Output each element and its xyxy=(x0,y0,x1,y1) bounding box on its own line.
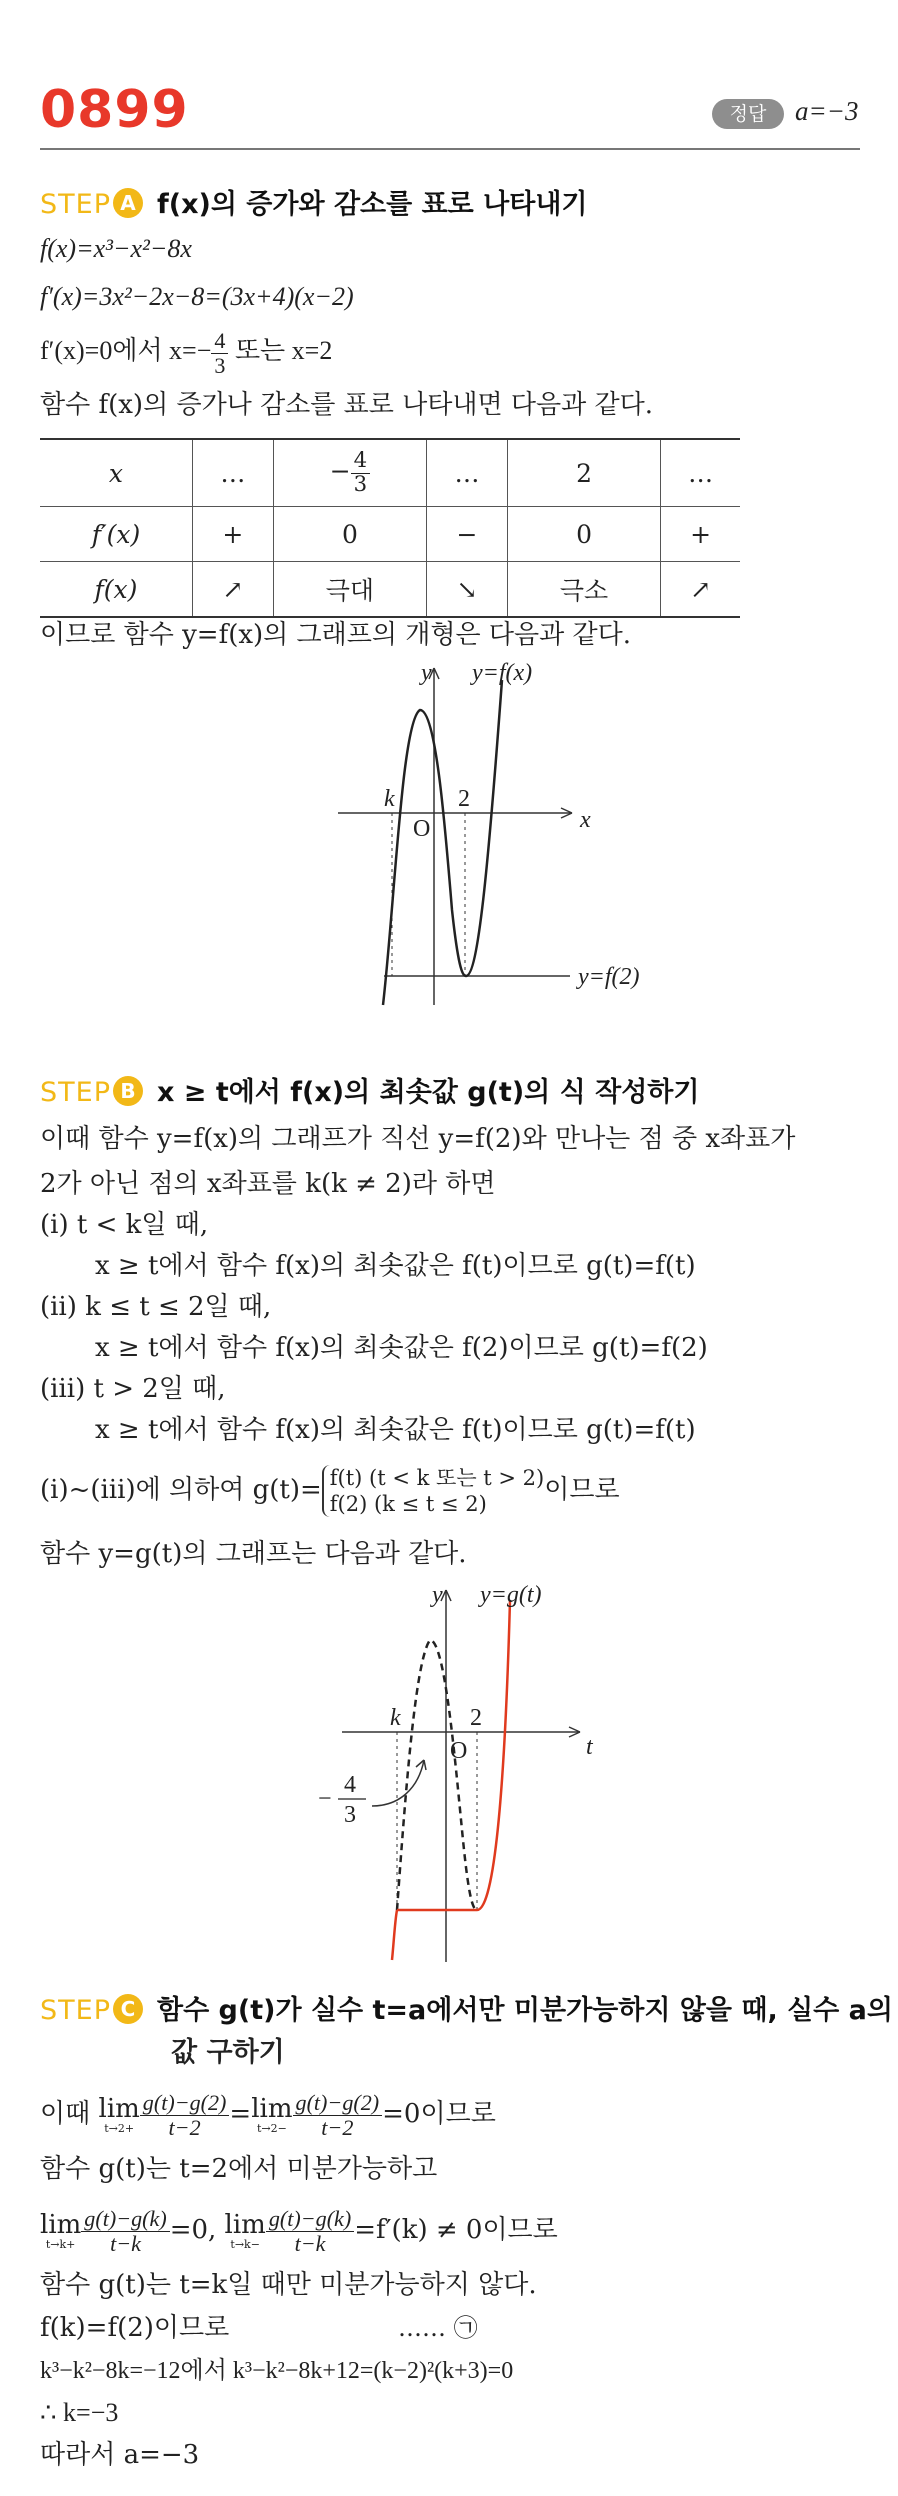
summary-pre: (ⅰ)~(ⅲ)에 의하여 g(t)= xyxy=(40,1475,322,1505)
table-row xyxy=(40,439,740,507)
table-cell: + xyxy=(192,507,273,562)
frac-den: t−2 xyxy=(168,2114,201,2140)
annotation-den: 3 xyxy=(344,1802,356,1828)
step-letter: B xyxy=(113,1076,143,1106)
critical-post: 또는 x=2 xyxy=(228,336,333,365)
lim-word: lim xyxy=(98,2093,140,2124)
table-cell: f′(x) xyxy=(40,507,192,562)
graph-f xyxy=(0,650,898,1030)
step-title-cont: 값 구하기 xyxy=(171,2037,285,2068)
lim1-post: =0이므로 xyxy=(382,2099,496,2129)
lim-sub: t→2− xyxy=(256,2121,287,2135)
table-row xyxy=(40,562,740,618)
table-cell: x xyxy=(40,439,192,507)
lim-fraction xyxy=(140,2091,230,2138)
curve-label: y=f(x) xyxy=(472,660,533,686)
table-cell: 0 xyxy=(273,507,426,562)
step-b-line2: 2가 아닌 점의 x좌표를 k(k ≠ 2)라 하면 xyxy=(40,1169,496,1199)
table-cell: 극소 xyxy=(507,562,660,618)
frac-den: t−k xyxy=(110,2230,141,2256)
table-cell: 0 xyxy=(507,507,660,562)
step-label: STEP xyxy=(40,189,111,220)
curve-label: y=g(t) xyxy=(480,1582,542,1608)
t-axis-label: t xyxy=(586,1734,593,1760)
step-c-line2: 함수 g(t)는 t=2에서 미분가능하고 xyxy=(40,2154,438,2184)
lim2-mid: =0, xyxy=(169,2215,225,2245)
limit-at-2 xyxy=(40,2082,496,2146)
lim2-post: =f′(k) ≠ 0이므로 xyxy=(354,2215,558,2245)
table-cell: 2 xyxy=(507,439,660,507)
table-cell: … xyxy=(192,439,273,507)
frac-num: g(t)−g(k) xyxy=(81,2207,169,2231)
lim-word: lim xyxy=(251,2093,293,2124)
piecewise-summary xyxy=(40,1460,620,1520)
critical-pre: f′(x)=0에서 x=− xyxy=(40,336,212,365)
lim-operator xyxy=(40,2209,82,2251)
annotation-num: 4 xyxy=(344,1772,356,1798)
k-label: k xyxy=(384,786,395,812)
frac-den: 3 xyxy=(214,352,226,378)
lim-fraction xyxy=(293,2091,383,2138)
case1-head: (ⅰ) t < k일 때, xyxy=(40,1210,209,1240)
frac-num: g(t)−g(2) xyxy=(140,2091,230,2115)
table-intro: 함수 f(x)의 증가나 감소를 표로 나타내면 다음과 같다. xyxy=(40,390,654,420)
final-answer: 따라서 a=−3 xyxy=(40,2440,200,2470)
step-c-line5: f(k)=f(2)이므로 xyxy=(40,2313,230,2343)
case2-head: (ⅱ) k ≤ t ≤ 2일 때, xyxy=(40,1292,272,1322)
case3-body: x ≥ t에서 함수 f(x)의 최솟값은 f(t)이므로 g(t)=f(t) xyxy=(95,1415,696,1445)
summary-post: 이므로 xyxy=(544,1475,620,1505)
equals: = xyxy=(229,2099,252,2129)
graph1-intro: 이므로 함수 y=f(x)의 그래프의 개형은 다음과 같다. xyxy=(40,620,631,650)
frac-num: 4 xyxy=(211,329,228,353)
step-b-heading xyxy=(40,1070,699,1109)
two-label: 2 xyxy=(470,1705,482,1731)
frac-num: 4 xyxy=(351,450,371,473)
answer-value: a=−3 xyxy=(795,96,859,126)
step-a-heading xyxy=(40,182,588,221)
table-cell: … xyxy=(661,439,740,507)
curve-g-right xyxy=(477,1600,510,1910)
frac-sign: − xyxy=(329,456,351,486)
table-cell: 극대 xyxy=(273,562,426,618)
frac-den: t−2 xyxy=(321,2114,354,2140)
case2-body: x ≥ t에서 함수 f(x)의 최솟값은 f(2)이므로 g(t)=f(2) xyxy=(95,1333,708,1363)
lim-sub: t→k+ xyxy=(45,2237,76,2251)
annotation-arrowhead xyxy=(416,1760,426,1770)
frac-num: g(t)−g(k) xyxy=(266,2207,354,2231)
y-axis-label: y xyxy=(432,1582,443,1608)
step-c-line6: k³−k²−8k=−12에서 k³−k²−8k+12=(k−2)²(k+3)=0 xyxy=(40,2358,514,2384)
frac-num: g(t)−g(2) xyxy=(293,2091,383,2115)
lim1-pre: 이때 xyxy=(40,2099,99,2129)
annotation-sign: − xyxy=(318,1786,332,1812)
table-cell: ↗ xyxy=(192,562,273,618)
graph2-intro: 함수 y=g(t)의 그래프는 다음과 같다. xyxy=(40,1539,467,1569)
step-letter: A xyxy=(113,188,143,218)
critical-fraction xyxy=(211,329,228,376)
table-cell xyxy=(273,439,426,507)
lim-operator xyxy=(224,2209,266,2251)
lim-fraction xyxy=(81,2207,169,2254)
summary-bottom: f(2) (k ≤ t ≤ 2) xyxy=(329,1492,487,1516)
step-title: x ≥ t에서 f(x)의 최솟값 g(t)의 식 작성하기 xyxy=(156,1077,700,1108)
x-axis-label: x xyxy=(580,807,591,833)
frac-den: t−k xyxy=(294,2230,326,2256)
lim-fraction xyxy=(266,2207,354,2254)
case1-body: x ≥ t에서 함수 f(x)의 최솟값은 f(t)이므로 g(t)=f(t) xyxy=(95,1251,696,1281)
line-label: y=f(2) xyxy=(578,964,640,990)
answer-badge: 정답 xyxy=(712,99,784,129)
lim-operator xyxy=(98,2093,140,2135)
case3-head: (ⅲ) t > 2일 때, xyxy=(40,1374,226,1404)
lim-operator xyxy=(251,2093,293,2135)
step-c-heading xyxy=(40,1988,893,2027)
step-letter: C xyxy=(113,1994,143,2024)
equation-marker: …… ㉠ xyxy=(398,2314,478,2342)
lim-word: lim xyxy=(40,2209,82,2240)
origin-label: O xyxy=(450,1738,468,1764)
frac-den: 3 xyxy=(353,471,368,497)
table-cell: ↗ xyxy=(661,562,740,618)
step-c-line7: ∴ k=−3 xyxy=(40,2398,119,2427)
equation-fprime: f′(x)=3x²−2x−8=(3x+4)(x−2) xyxy=(40,282,354,311)
table-cell: + xyxy=(661,507,740,562)
step-label: STEP xyxy=(40,1077,111,1108)
lim-sub: t→2+ xyxy=(104,2121,135,2135)
step-label: STEP xyxy=(40,1995,111,2026)
table-fraction xyxy=(351,450,371,496)
curve-f-dashed xyxy=(397,1640,477,1910)
step-c-line4: 함수 g(t)는 t=k일 때만 미분가능하지 않다. xyxy=(40,2270,537,2300)
table-row xyxy=(40,507,740,562)
increase-decrease-table xyxy=(40,438,740,618)
lim-sub: t→k− xyxy=(230,2237,260,2251)
table-cell: ↘ xyxy=(427,562,508,618)
lim-word: lim xyxy=(224,2209,266,2240)
table-cell: − xyxy=(427,507,508,562)
step-c-title-line2 xyxy=(171,2030,285,2069)
curve-f xyxy=(383,680,502,1005)
two-label: 2 xyxy=(458,786,470,812)
summary-top: f(t) (t < k 또는 t > 2) xyxy=(329,1466,545,1490)
origin-label: O xyxy=(413,816,431,842)
problem-number: 0899 xyxy=(40,80,189,140)
step-title: 함수 g(t)가 실수 t=a에서만 미분가능하지 않을 때, 실수 a의 xyxy=(156,1995,893,2026)
critical-points xyxy=(40,322,332,380)
step-title: f(x)의 증가와 감소를 표로 나타내기 xyxy=(156,189,588,220)
table-cell: f(x) xyxy=(40,562,192,618)
table-cell: … xyxy=(427,439,508,507)
piecewise-brace xyxy=(322,1465,544,1517)
header-rule xyxy=(40,148,860,150)
limit-at-k xyxy=(40,2198,558,2262)
step-b-line1: 이때 함수 y=f(x)의 그래프가 직선 y=f(2)와 만나는 점 중 x좌표가 xyxy=(40,1124,796,1154)
graph-g xyxy=(0,1570,898,1980)
k-label: k xyxy=(390,1705,401,1731)
curve-g-left xyxy=(392,1910,397,1960)
equation-f: f(x)=x³−x²−8x xyxy=(40,234,192,263)
y-axis-label: y xyxy=(421,660,432,686)
